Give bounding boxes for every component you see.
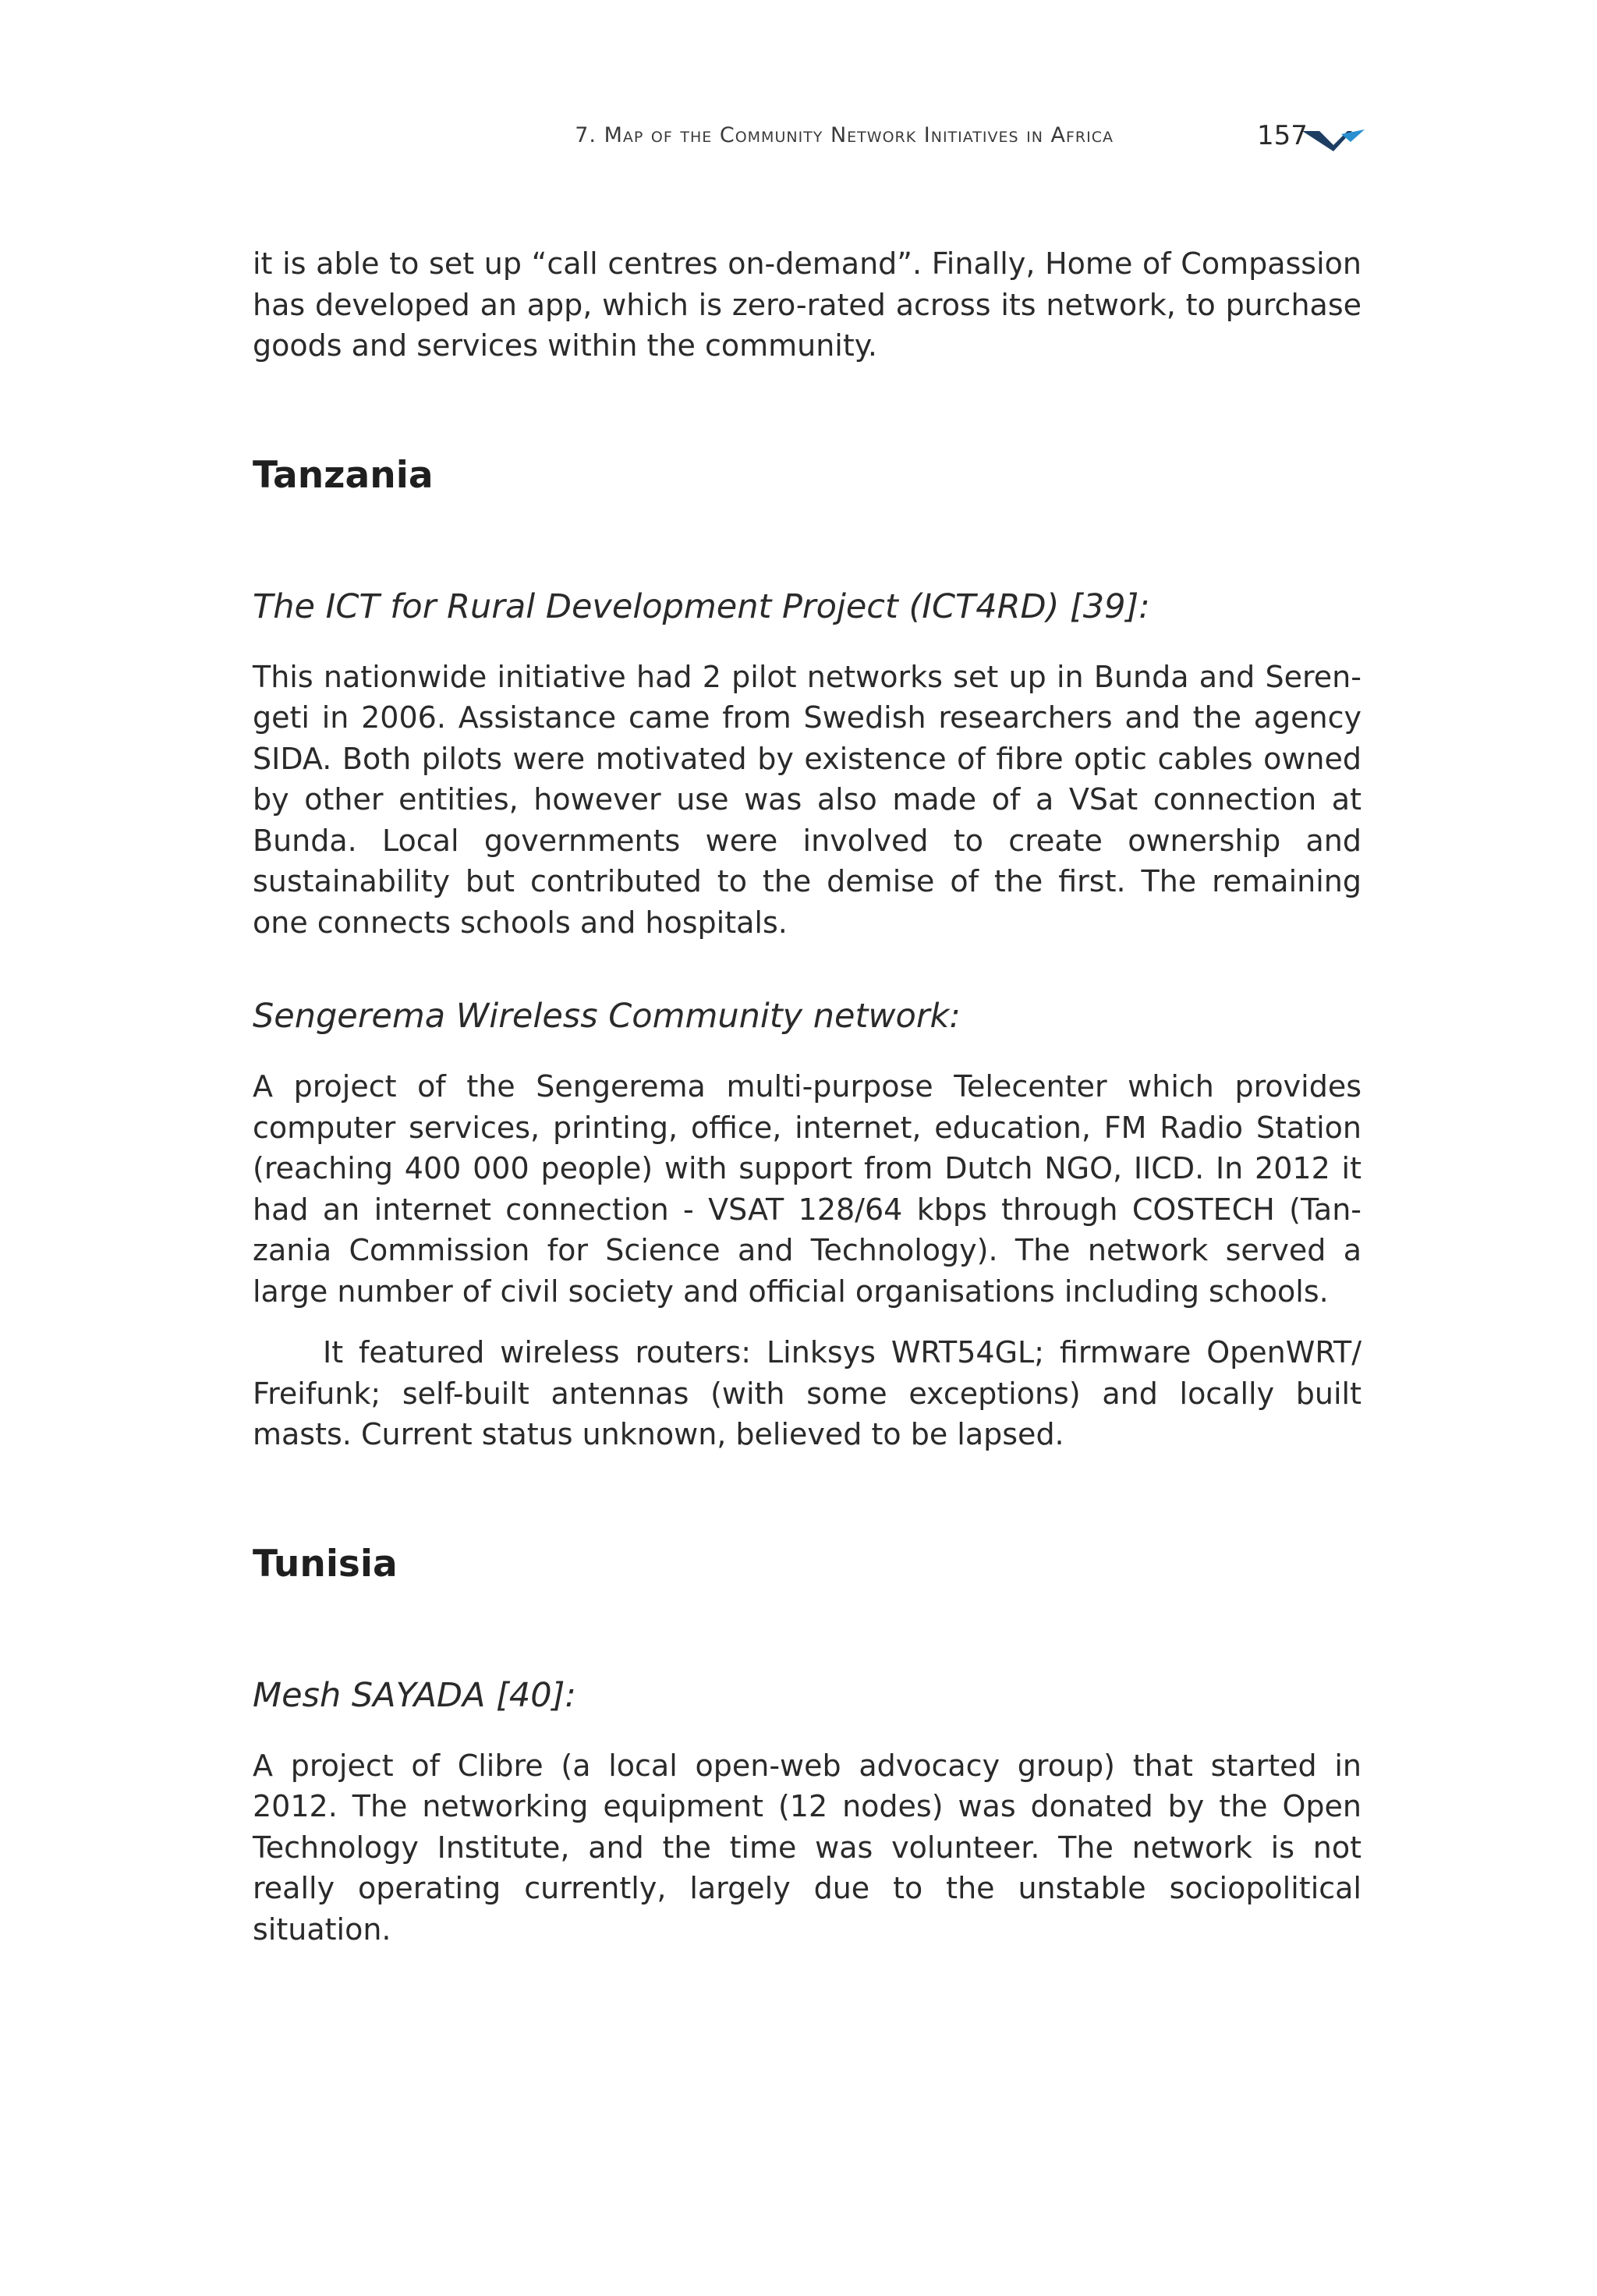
page-number: 157 [1257, 120, 1308, 151]
publisher-chevron-icon [1302, 128, 1365, 154]
subsection-title-ict4rd: The ICT for Rural Development Project (ICT4RD) [39]: [253, 586, 1150, 626]
section-heading-tunisia: Tunisia [253, 1542, 398, 1586]
subsection-title-sengerema: Sengerema Wireless Community network: [253, 997, 961, 1036]
sayada-paragraph: A project of Clibre (a local open-web advocacy group) that started in 2012. The networking equipment (12 nodes) was donated by the Open Technology Institute, and the time was volunteer. The network is not really operating currently, largely due to the unstable sociopolitical situation. [253, 1748, 1362, 1947]
page-header [0, 117, 1597, 164]
sengerema-paragraph-1: A project of the Sengerema multi-purpose Telecenter which provides computer services, printing, office, internet, education, FM Radio Station (reaching 400 000 people) with support from Dutch NGO, IICD. In 2012 it had an internet connection - VSAT 128/64 kbps through COSTECH (Tanzania Commission for Science and Technology). The network served a large number of civil society and official organisations including schools. [253, 1069, 1362, 1309]
subsection-title-sayada: Mesh SAYADA [40]: [253, 1675, 576, 1715]
sengerema-paragraph-2: It featured wireless routers: Linksys WRT54GL; firmware OpenWRT/ Freifunk; self-built antennas (with some exceptions) and locally built masts. Current status unknown, believed to be lapsed. [253, 1335, 1362, 1451]
intro-paragraph: it is able to set up “call centres on-demand”. Finally, Home of Compassion has developed an app, which is zero-rated across its network, to purchase goods and services within the community. [253, 246, 1362, 363]
ict4rd-paragraph: This nationwide initiative had 2 pilot networks set up in Bunda and Serengeti in 2006. Assistance came from Swedish researchers and the agency SIDA. Both pilots were motivated by existence of fibre optic cables owned by other entities, however use was also made of a VSat connection at Bunda. Local governments were involved to create ownership and sustainability but contributed to the demise of the first. The remaining one connects schools and hospitals. [253, 659, 1362, 940]
page-body [253, 243, 1362, 1950]
section-heading-tanzania: Tanzania [253, 453, 434, 497]
running-title: 7. Map of the Community Network Initiatives in Africa [575, 123, 1114, 147]
